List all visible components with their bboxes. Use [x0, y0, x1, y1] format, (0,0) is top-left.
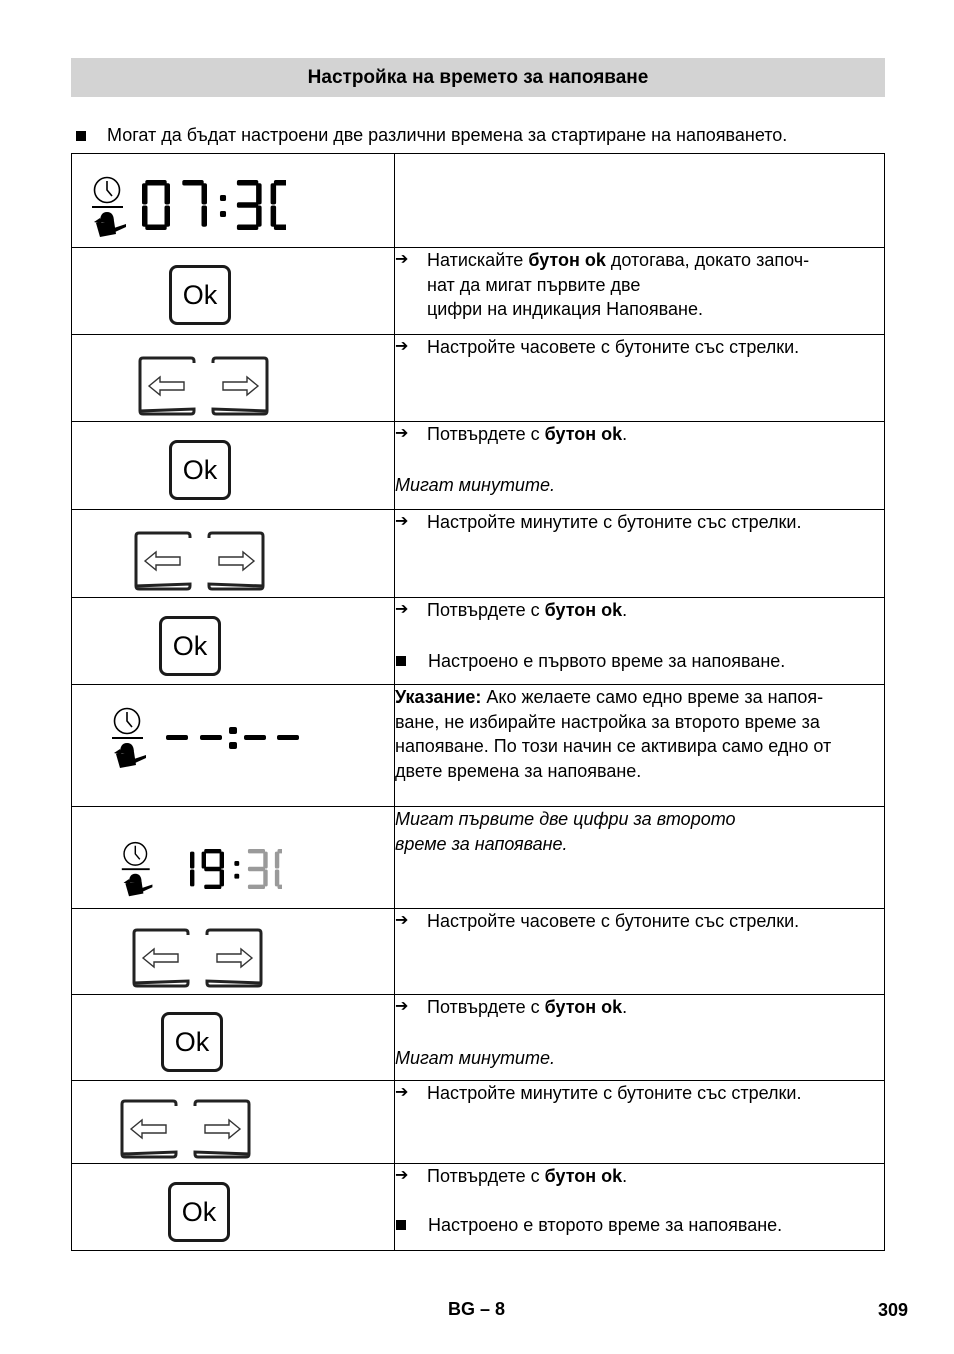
step-text: ➔ Настройте часовете с бутоните със стрелки.	[395, 335, 885, 422]
segment-display	[142, 180, 286, 230]
step-text: ➔ Потвърдете с бутон ok. Настроено е първото време за напояване.	[395, 598, 885, 685]
step-note: Мигат минутите.	[395, 474, 555, 495]
step-visual	[72, 510, 395, 598]
step-row	[72, 510, 885, 598]
digit-segment	[202, 183, 208, 204]
step-visual	[72, 1081, 395, 1164]
right-arrow-icon: ➔	[395, 1167, 409, 1184]
right-arrow-icon: ➔	[395, 998, 409, 1015]
right-arrow-icon: ➔	[395, 251, 409, 268]
step-text: ➔ Потвърдете с бутон ok. Мигат минутите.	[395, 422, 885, 510]
step-visual	[72, 154, 395, 248]
right-arrow-icon: ➔	[395, 425, 409, 442]
step-visual	[72, 909, 395, 995]
bullet-square-icon	[396, 656, 406, 666]
footer-section-label: BG – 8	[448, 1299, 506, 1319]
step-row	[72, 154, 885, 248]
right-arrow-button-icon[interactable]	[191, 1098, 253, 1160]
section-title: Настройка на времето за напояване	[307, 66, 649, 88]
digit-segment	[142, 206, 148, 227]
step-visual	[72, 335, 395, 422]
digit-segment	[204, 849, 221, 853]
step-visual	[72, 598, 395, 685]
step-row	[72, 909, 885, 995]
left-arrow-button-icon[interactable]	[130, 927, 192, 989]
step-row	[72, 598, 885, 685]
step-text: ➔ Потвърдете с бутон ok. Настроено е второто време за напояване.	[395, 1164, 885, 1251]
step-text: Указание: Ако желаете само едно време за напоя- ване, не избирайте настройка за второто време за напояване. По този начин се активира само едно от двете времена за напояване.	[395, 685, 885, 807]
digit-segment	[271, 206, 277, 227]
intro-text: Могат да бъдат настроени две различни времена за стартиране на напояването.	[107, 125, 788, 145]
step-text: Мигат първите две цифри за второто време за напояване.	[395, 807, 885, 909]
digit-segment	[256, 206, 262, 227]
bullet-square-icon	[396, 1220, 406, 1230]
digit-segment	[275, 852, 279, 869]
digit-segment	[165, 206, 171, 227]
right-arrow-icon: ➔	[395, 1084, 409, 1101]
ok-button[interactable]: Ok	[169, 440, 231, 500]
digit-segment	[248, 849, 265, 853]
step-text	[395, 154, 885, 248]
right-arrow-icon: ➔	[395, 912, 409, 929]
digit-segment	[220, 869, 224, 886]
ok-button[interactable]: Ok	[169, 265, 231, 325]
step-row	[72, 995, 885, 1081]
digit-segment	[145, 180, 166, 186]
page-number: 309	[878, 1300, 909, 1320]
digit-segment	[204, 885, 221, 889]
step-row	[72, 248, 885, 335]
step-visual	[72, 685, 395, 807]
right-arrow-button-icon[interactable]	[203, 927, 265, 989]
digit-segment	[202, 206, 208, 227]
step-text: ➔ Настройте часовете с бутоните със стрелки.	[395, 909, 885, 995]
step-text: ➔ Настройте минутите с бутоните със стрелки.	[395, 1081, 885, 1164]
colon-dot	[220, 211, 226, 217]
dash-display	[166, 725, 300, 753]
digit-segment	[275, 869, 279, 886]
section-header	[71, 58, 885, 97]
digit-segment	[237, 225, 258, 231]
step-row	[72, 335, 885, 422]
digit-segment	[142, 183, 148, 204]
right-arrow-button-icon[interactable]	[205, 530, 267, 592]
digit-segment	[263, 852, 267, 869]
step-text: ➔ Натискайте бутон ok дотогава, докато започ- нат да мигат първите две цифри на индикация Напояване.	[395, 248, 885, 335]
step-text: ➔ Потвърдете с бутон ok. Мигат минутите.	[395, 995, 885, 1081]
step-visual	[72, 422, 395, 510]
steps-table	[71, 153, 885, 1251]
bullet-square-icon	[76, 131, 86, 141]
digit-segment	[248, 885, 265, 889]
digit-segment	[248, 867, 265, 871]
clock-watering-icon	[120, 841, 156, 901]
digit-segment	[204, 867, 221, 871]
colon-dot	[234, 861, 239, 866]
step-text: ➔ Настройте минутите с бутоните със стрелки.	[395, 510, 885, 598]
ok-button[interactable]: Ok	[161, 1012, 223, 1072]
digit-segment	[202, 852, 206, 869]
step-row	[72, 1081, 885, 1164]
left-arrow-button-icon[interactable]	[132, 530, 194, 592]
digit-segment	[237, 202, 258, 208]
digit-segment	[256, 183, 262, 204]
right-arrow-icon: ➔	[395, 601, 409, 618]
step-visual	[72, 807, 395, 909]
step-row	[72, 685, 885, 807]
right-arrow-icon: ➔	[395, 513, 409, 530]
digit-segment	[237, 180, 258, 186]
digit-segment	[271, 183, 277, 204]
ok-button[interactable]: Ok	[168, 1182, 230, 1242]
digit-segment	[220, 852, 224, 869]
digit-segment	[190, 852, 194, 869]
clock-watering-icon	[110, 707, 150, 773]
digit-segment	[190, 869, 194, 886]
digit-segment	[182, 180, 203, 186]
step-note: Мигат минутите.	[395, 1047, 555, 1068]
clock-watering-icon	[90, 176, 130, 242]
step-row	[72, 422, 885, 510]
digit-segment	[165, 183, 171, 204]
step-visual	[72, 248, 395, 335]
step-row	[72, 807, 885, 909]
step-row	[72, 1164, 885, 1251]
right-arrow-button-icon[interactable]	[209, 355, 271, 417]
intro-line	[76, 125, 896, 146]
left-arrow-button-icon[interactable]	[118, 1098, 180, 1160]
colon-dot	[234, 874, 239, 879]
step-visual	[72, 1164, 395, 1251]
ok-button[interactable]: Ok	[159, 616, 221, 676]
segment-display	[172, 849, 282, 889]
step-visual	[72, 995, 395, 1081]
colon-dot	[220, 195, 226, 201]
right-arrow-icon: ➔	[395, 338, 409, 355]
left-arrow-button-icon[interactable]	[136, 355, 198, 417]
digit-segment	[145, 225, 166, 231]
digit-segment	[263, 869, 267, 886]
